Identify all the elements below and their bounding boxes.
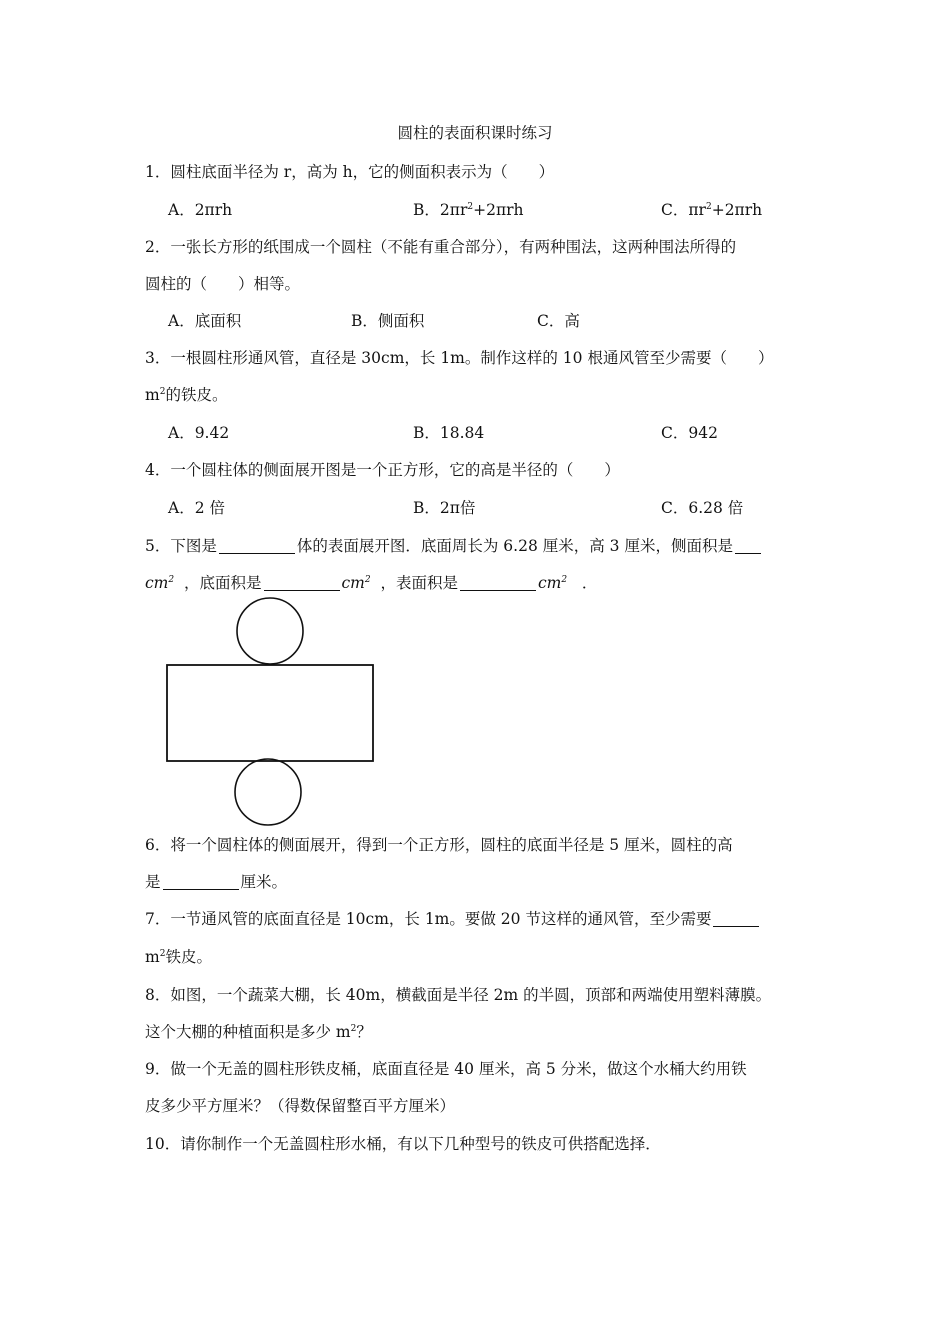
- question-3-option-b: B．18.84: [413, 424, 485, 442]
- question-1-stem: 1．圆柱底面半径为 r，高为 h，它的侧面积表示为（ ）: [145, 163, 555, 181]
- question-5-line-2: $cm^2$ ，底面积是 $cm^2$ ，表面积是 $cm^2$ ．: [145, 574, 598, 592]
- question-8-line-1: 8．如图，一个蔬菜大棚，长 40m，横截面是半径 2m 的半圆，顶部和两端使用塑料薄膜。: [145, 986, 772, 1004]
- question-1-option-a: A．2πrh: [168, 201, 233, 219]
- question-4-stem: 4．一个圆柱体的侧面展开图是一个正方形，它的高是半径的（ ）: [145, 461, 620, 479]
- question-8-line-2: 这个大棚的种植面积是多少 $m^2$？: [145, 1023, 372, 1041]
- bottom-base-circle: [235, 759, 301, 825]
- question-6-line-1: 6．将一个圆柱体的侧面展开，得到一个正方形，圆柱的底面半径是 5 厘米，圆柱的高: [145, 836, 733, 854]
- question-7-line-2: $m^2$铁皮。: [145, 948, 212, 966]
- question-7-line-1: 7．一节通风管的底面直径是 10cm，长 1m。要做 20 节这样的通风管，至少需要: [145, 909, 761, 929]
- question-10-line-1: 10．请你制作一个无盖圆柱形水桶，有以下几种型号的铁皮可供搭配选择．: [145, 1135, 661, 1153]
- answer-blank[interactable]: [264, 574, 340, 591]
- answer-blank[interactable]: [219, 537, 295, 554]
- cylinder-net-figure: [160, 595, 380, 830]
- question-9-line-2: 皮多少平方厘米？（得数保留整百平方厘米）: [145, 1097, 456, 1115]
- question-2-option-a: A．底面积: [168, 312, 242, 330]
- answer-blank[interactable]: [460, 574, 536, 591]
- question-4-option-c: C．6.28 倍: [661, 499, 744, 517]
- question-1-option-b: B．$2\pi r^2+2\pi rh$: [413, 201, 524, 219]
- lateral-surface-rectangle: [167, 665, 373, 761]
- question-3-option-a: A．9.42: [168, 424, 230, 442]
- question-6-line-2: 是 厘米。: [145, 873, 288, 891]
- question-2-line-1: 2．一张长方形的纸围成一个圆柱（不能有重合部分），有两种围法，这两种围法所得的: [145, 238, 737, 256]
- question-9-line-1: 9．做一个无盖的圆柱形铁皮桶，底面直径是 40 厘米，高 5 分米，做这个水桶大约用铁: [145, 1060, 747, 1078]
- answer-blank[interactable]: [713, 910, 759, 927]
- question-1-option-c: C．$\pi r^2+2\pi rh$: [661, 201, 763, 219]
- question-4-option-b: B．2π倍: [413, 499, 476, 517]
- top-base-circle: [237, 598, 303, 664]
- page-title: 圆柱的表面积课时练习: [397, 124, 553, 142]
- question-2-line-2: 圆柱的（ ）相等。: [145, 275, 301, 293]
- question-2-option-b: B．侧面积: [351, 312, 425, 330]
- answer-blank[interactable]: [735, 537, 761, 554]
- question-3-line-2: $m^2$的铁皮。: [145, 386, 228, 404]
- answer-blank[interactable]: [163, 873, 239, 890]
- question-3-line-1: 3．一根圆柱形通风管，直径是 30cm，长 1m。制作这样的 10 根通风管至少需要（ ）: [145, 349, 774, 367]
- question-2-option-c: C．高: [537, 312, 580, 330]
- question-5-line-1: 5．下图是 体的表面展开图．底面周长为 6.28 厘米，高 3 厘米，侧面积是: [145, 536, 763, 556]
- question-4-option-a: A．2 倍: [168, 499, 225, 517]
- question-3-option-c: C．942: [661, 424, 718, 442]
